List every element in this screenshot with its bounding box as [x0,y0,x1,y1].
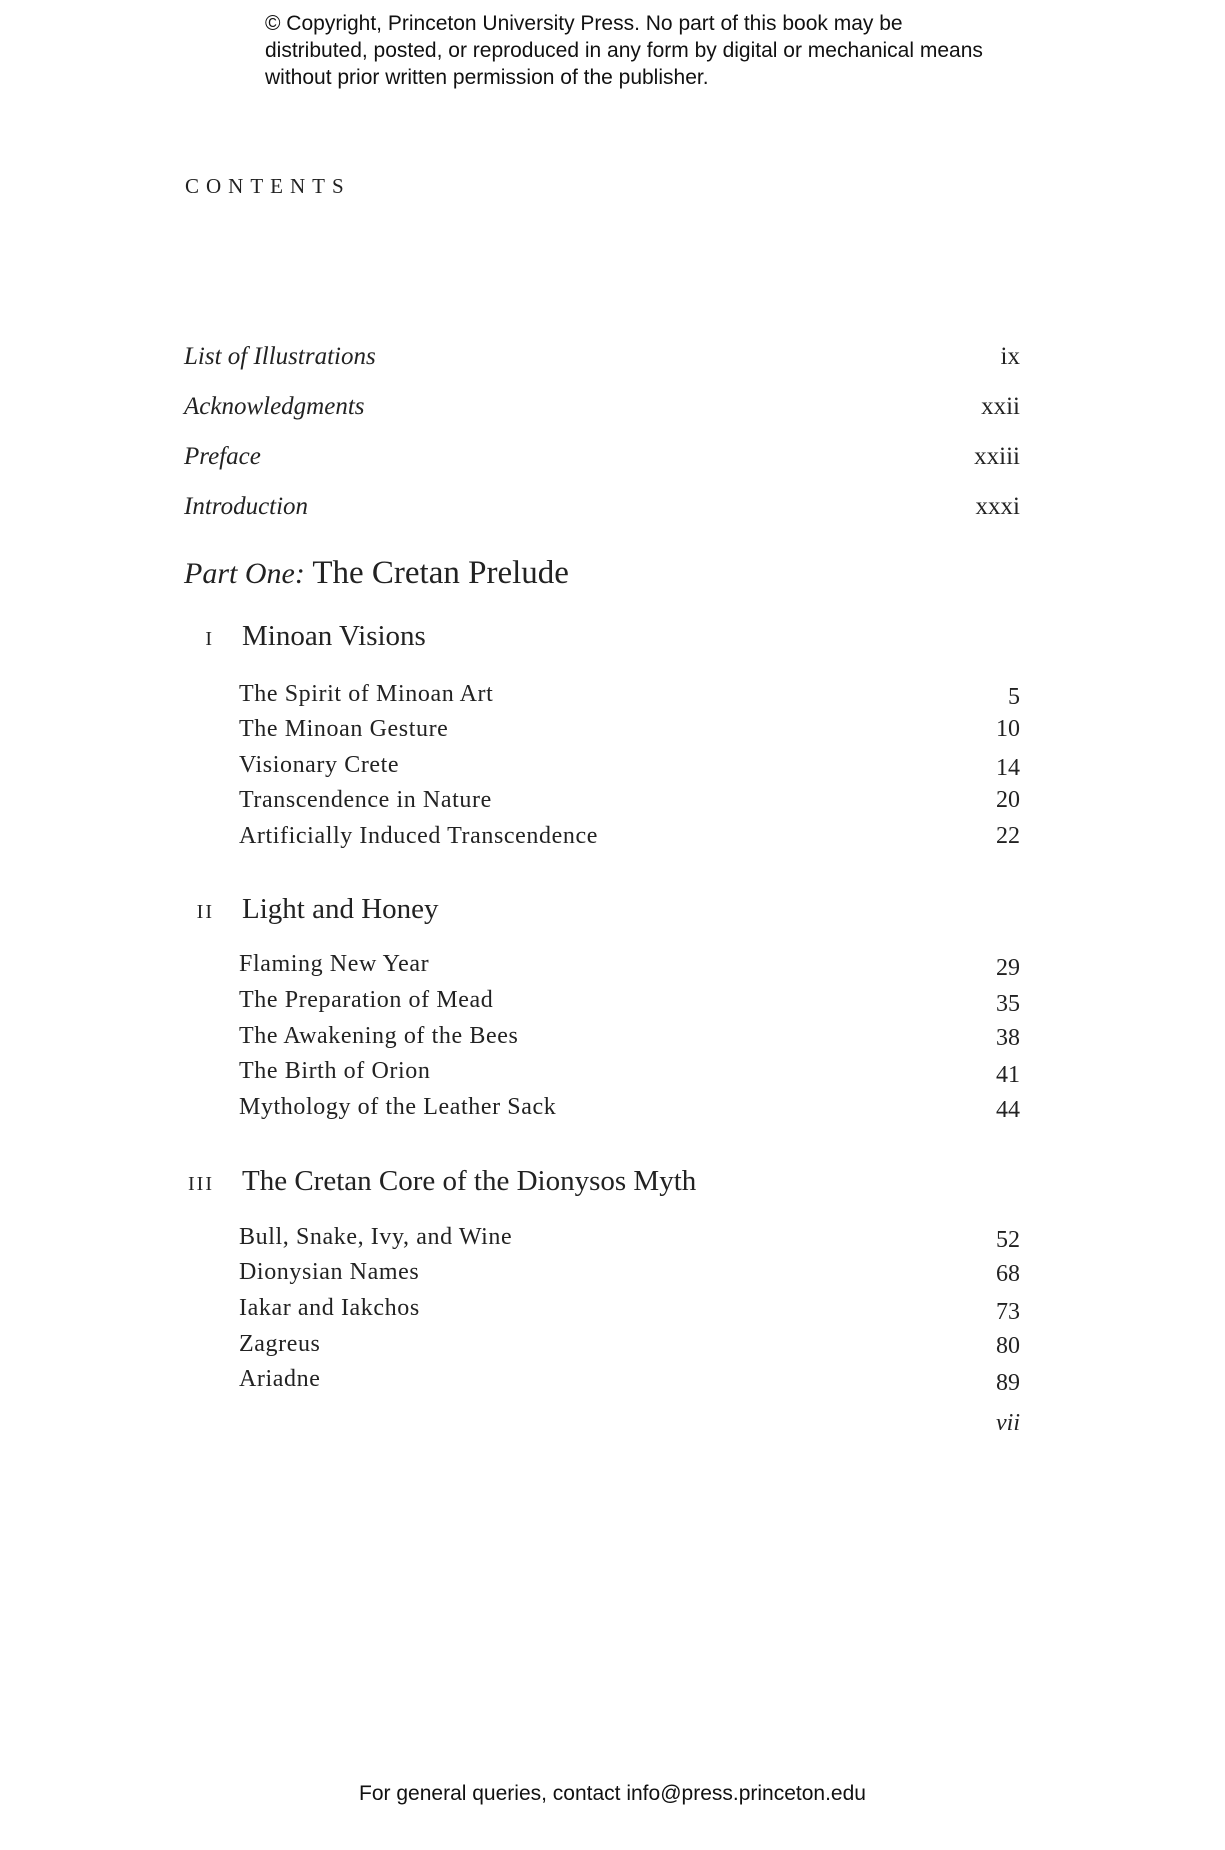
toc-front-page: xxxi [975,493,1020,520]
toc-section-page: 5 [1008,684,1020,710]
toc-front-page: xxii [981,393,1020,420]
chapter-number: II [196,901,214,923]
toc-section-page: 22 [996,823,1020,849]
toc-section-page: 44 [996,1097,1020,1123]
toc-section-title[interactable]: The Spirit of Minoan Art [239,681,494,707]
toc-section-page: 10 [996,716,1020,742]
toc-section-title[interactable]: Iakar and Iakchos [239,1295,420,1321]
chapter-title[interactable]: Light and Honey [242,893,439,925]
toc-section-page: 89 [996,1370,1020,1396]
copyright-notice: © Copyright, Princeton University Press. No part of this book may be distributed, posted, or reproduced in any form by digital or mechanical means without prior written permission of the publisher. [265,12,983,89]
toc-section-title[interactable]: Flaming New Year [239,951,430,977]
toc-front-title[interactable]: Preface [184,443,261,470]
toc-section-page: 29 [996,955,1020,981]
part-separator: : [294,557,313,590]
toc-section-title[interactable]: Ariadne [239,1366,321,1392]
toc-section-title[interactable]: Transcendence in Nature [239,787,492,813]
toc-section-page: 80 [996,1333,1020,1359]
toc-front-page: ix [1000,343,1020,370]
toc-section-title[interactable]: The Awakening of the Bees [239,1023,519,1049]
toc-section-title[interactable]: Bull, Snake, Ivy, and Wine [239,1224,513,1250]
toc-section-title[interactable]: The Birth of Orion [239,1058,431,1084]
page-folio: vii [996,1410,1020,1436]
part-label: Part One [184,557,295,590]
toc-section-title[interactable]: The Minoan Gesture [239,716,449,742]
toc-section-page: 41 [996,1062,1020,1088]
chapter-title[interactable]: Minoan Visions [242,620,426,652]
toc-section-title[interactable]: Zagreus [239,1331,321,1357]
toc-section-page: 73 [996,1299,1020,1325]
part-heading [184,555,569,592]
toc-section-title[interactable]: Artificially Induced Transcendence [239,823,598,849]
chapter-number: I [205,628,214,650]
toc-front-title[interactable]: Acknowledgments [184,393,365,420]
toc-section-title[interactable]: Dionysian Names [239,1259,420,1285]
toc-section-title[interactable]: Mythology of the Leather Sack [239,1094,557,1120]
toc-section-page: 68 [996,1261,1020,1287]
part-title: The Cretan Prelude [312,555,569,591]
toc-front-title[interactable]: List of Illustrations [184,343,376,370]
toc-section-page: 52 [996,1227,1020,1253]
chapter-number: III [188,1173,214,1195]
toc-front-title[interactable]: Introduction [184,493,309,520]
toc-section-title[interactable]: Visionary Crete [239,752,400,778]
contents-heading: CONTENTS [185,174,351,198]
toc-section-page: 35 [996,991,1020,1017]
toc-section-page: 20 [996,787,1020,813]
toc-front-page: xxiii [974,443,1020,470]
toc-section-page: 38 [996,1025,1020,1051]
toc-section-page: 14 [996,755,1020,781]
toc-section-title[interactable]: The Preparation of Mead [239,987,494,1013]
chapter-title[interactable]: The Cretan Core of the Dionysos Myth [242,1165,697,1197]
footer-contact: For general queries, contact info@press.princeton.edu [359,1782,866,1805]
